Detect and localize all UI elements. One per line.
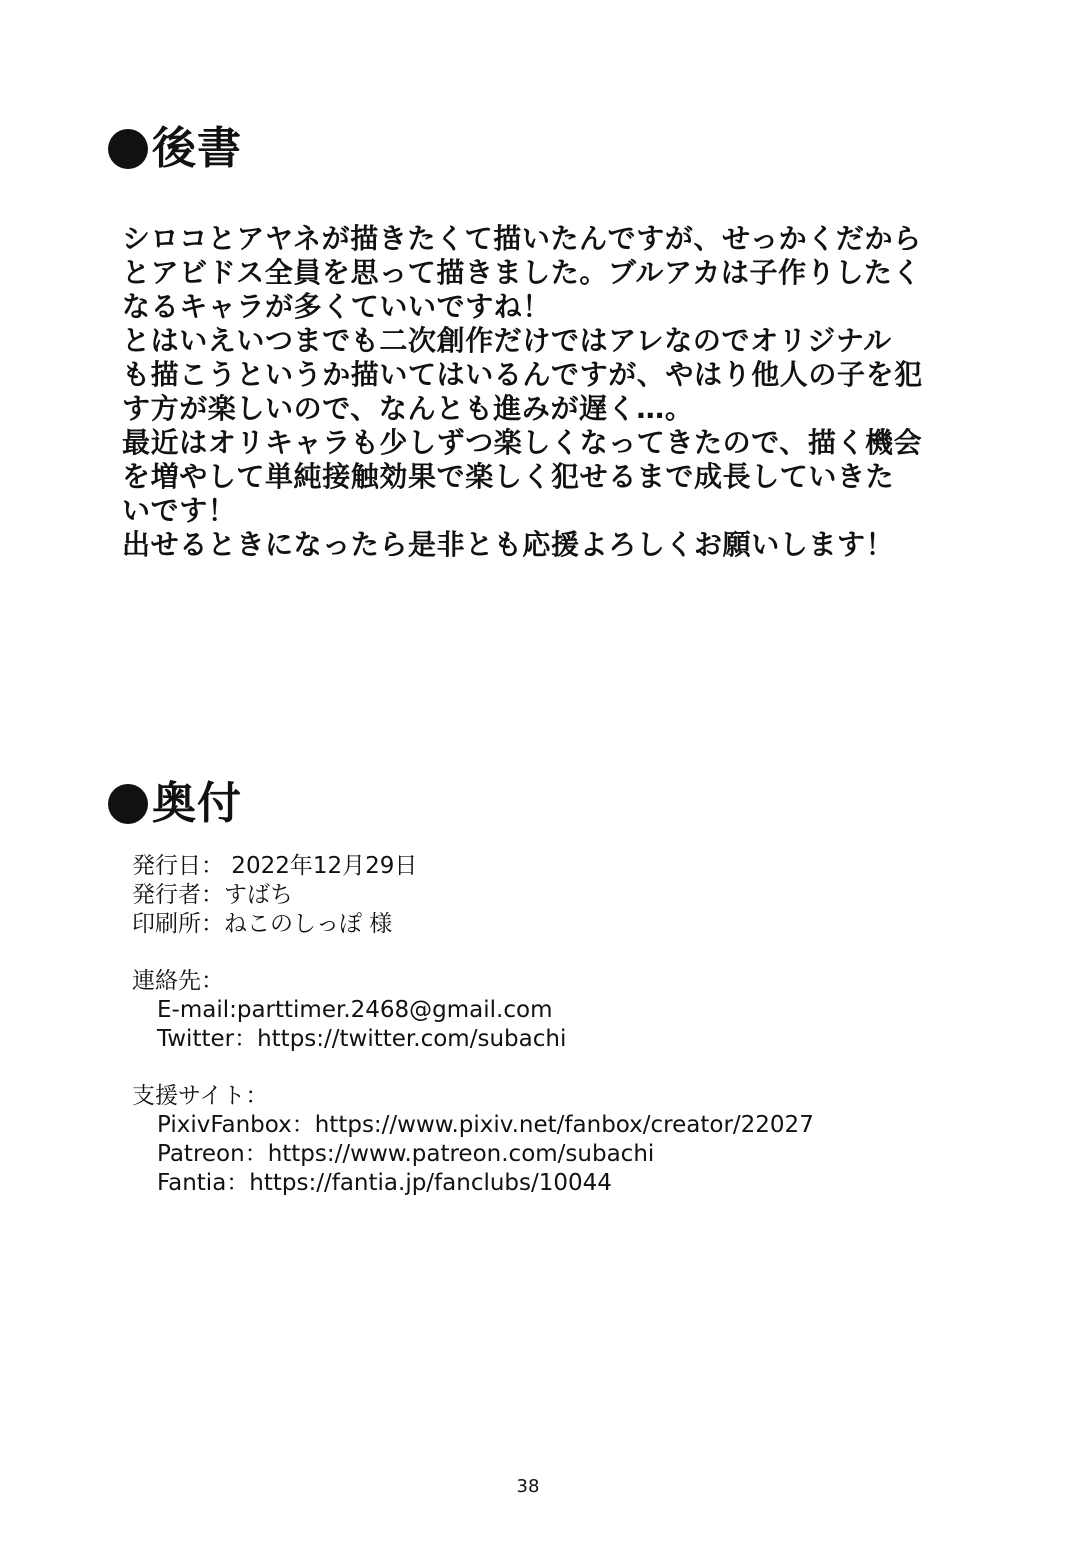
- printer: 印刷所：ねこのしっぽ 様: [132, 911, 393, 937]
- contact-label: 連絡先：: [132, 968, 224, 994]
- afterword-line: シロコとアヤネが描きたくて描いたんですが、せっかくだから: [122, 222, 922, 255]
- publisher: 発行者：すばち: [132, 882, 293, 908]
- pixiv-fanbox-url: PixivFanbox：https://www.pixiv.net/fanbox/creator/22027: [157, 1112, 814, 1138]
- afterword-line: とアビドス全員を思って描きました。ブルアカは子作りしたく: [122, 256, 922, 289]
- colophon-heading: [108, 778, 242, 829]
- colophon-heading-text: 奥付: [152, 778, 242, 829]
- afterword-line: いです！: [122, 494, 237, 527]
- email-address: E-mail:parttimer.2468@gmail.com: [157, 997, 553, 1023]
- spacer: [132, 1054, 1032, 1082]
- bullet-dot-icon: [108, 784, 148, 824]
- afterword-line: も描こうというか描いてはいるんですが、やはり他人の子を犯: [122, 358, 923, 391]
- afterword-heading: [108, 123, 242, 174]
- afterword-line: を増やして単純接触効果で楽しく犯せるまで成長していきた: [122, 460, 895, 493]
- bullet-dot-icon: [108, 129, 148, 169]
- fantia-url: Fantia：https://fantia.jp/fanclubs/10044: [157, 1170, 612, 1196]
- twitter-url: Twitter：https://twitter.com/subachi: [157, 1026, 567, 1052]
- afterword-line: す方が楽しいので、なんとも進みが遅く…。: [122, 392, 694, 425]
- afterword-body: [122, 222, 962, 562]
- spacer: [132, 939, 1032, 967]
- afterword-line: 出せるときになったら是非とも応援よろしくお願いします！: [122, 528, 895, 561]
- colophon-block: [132, 852, 1032, 1198]
- page-number: 38: [516, 1476, 540, 1497]
- afterword-line: 最近はオリキャラも少しずつ楽しくなってきたので、描く機会: [122, 426, 923, 459]
- issue-date: 発行日： 2022年12月29日: [132, 853, 418, 879]
- afterword-line: なるキャラが多くていいですね！: [122, 290, 552, 323]
- afterword-line: とはいえいつまでも二次創作だけではアレなのでオリジナル: [122, 324, 892, 357]
- support-label: 支援サイト：: [132, 1083, 269, 1109]
- afterword-heading-text: 後書: [152, 123, 242, 174]
- patreon-url: Patreon：https://www.patreon.com/subachi: [157, 1141, 655, 1167]
